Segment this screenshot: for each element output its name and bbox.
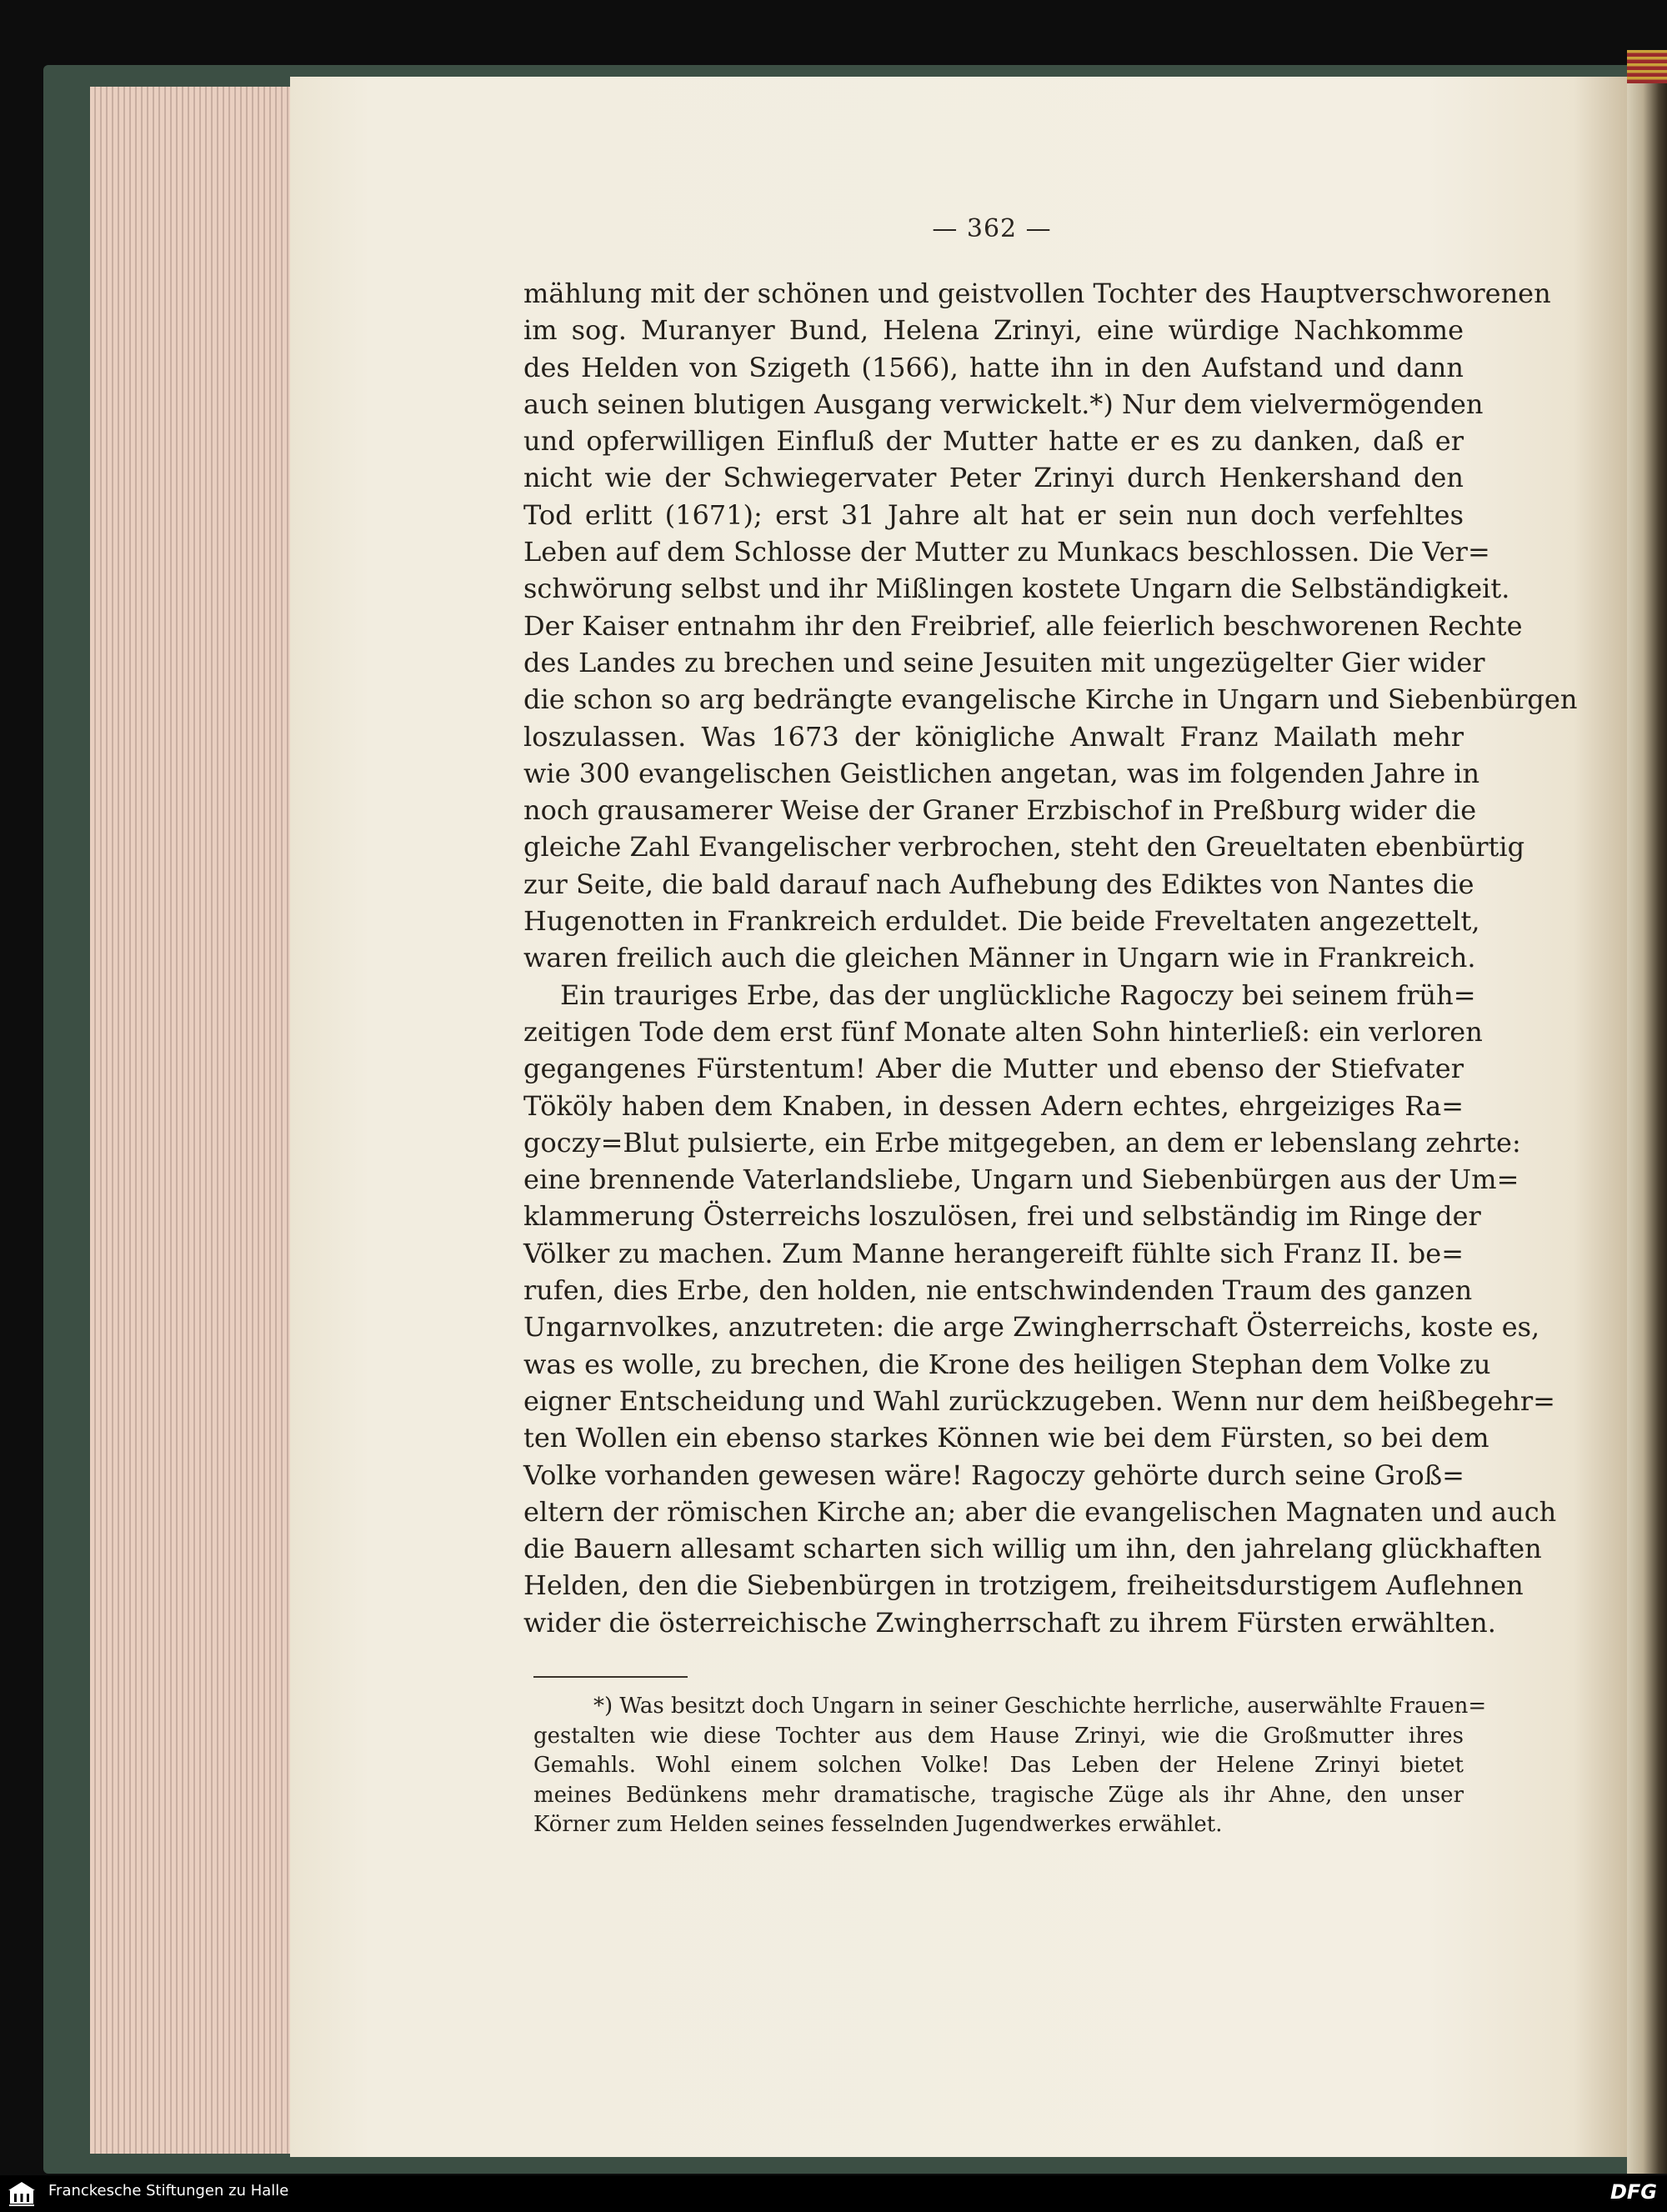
text-line: Tod erlitt (1671); erst 31 Jahre alt hat er sein nun doch verfehltes	[523, 498, 1464, 531]
text-line: eltern der römischen Kirche an; aber die evangelischen Magnaten und auch	[523, 1495, 1557, 1528]
text-line: des Landes zu brechen und seine Jesuiten mit ungezügelter Gier wider	[523, 646, 1485, 678]
text-line: Ungarnvolkes, anzutreten: die arge Zwingherrschaft Österreichs, koste es,	[523, 1311, 1540, 1344]
book-headband	[1627, 50, 1667, 83]
text-line: auch seinen blutigen Ausgang verwickelt.*) Nur dem vielvermögenden	[523, 388, 1484, 420]
text-line: und opferwilligen Einfluß der Mutter hatte er es zu danken, daß er	[523, 425, 1464, 458]
text-line: die Bauern allesamt scharten sich willig um ihn, den jahrelang glückhaften	[523, 1533, 1542, 1565]
foundation-building-icon	[7, 2179, 37, 2209]
text-line: wider die österreichische Zwingherrschaft zu ihrem Fürsten erwählten.	[523, 1606, 1496, 1639]
text-line: Völker zu machen. Zum Manne herangereift fühlte sich Franz II. be=	[523, 1237, 1464, 1269]
text-line: nicht wie der Schwiegervater Peter Zrinyi durch Henkershand den	[523, 462, 1464, 494]
text-line: gegangenes Fürstentum! Aber die Mutter und ebenso der Stiefvater	[523, 1053, 1464, 1085]
text-line: Hugenotten in Frankreich erduldet. Die beide Freveltaten angezettelt,	[523, 905, 1480, 938]
text-line: die schon so arg bedrängte evangelische Kirche in Ungarn und Siebenbürgen	[523, 683, 1578, 716]
page-edge-stack	[90, 87, 291, 2154]
text-line: Leben auf dem Schlosse der Mutter zu Munkacs beschlossen. Die Ver=	[523, 536, 1490, 568]
text-line: loszulassen. Was 1673 der königliche Anwalt Franz Mailath mehr	[523, 720, 1464, 753]
footnote-line: *) Was besitzt doch Ungarn in seiner Geschichte herrliche, auserwählte Frauen=	[593, 1694, 1487, 1719]
text-line: eine brennende Vaterlandsliebe, Ungarn und Siebenbürgen aus der Um=	[523, 1164, 1519, 1196]
text-line: Ein trauriges Erbe, das der unglückliche Ragoczy bei seinem früh=	[560, 978, 1476, 1011]
text-line: Der Kaiser entnahm ihr den Freibrief, alle feierlich beschworenen Rechte	[523, 609, 1523, 642]
text-line: schwörung selbst und ihr Mißlingen kostete Ungarn die Selbständigkeit.	[523, 573, 1510, 605]
library-name: Franckesche Stiftungen zu Halle	[48, 2182, 289, 2199]
text-line: Volke vorhanden gewesen wäre! Ragoczy gehörte durch seine Groß=	[523, 1459, 1464, 1491]
book-gutter	[1627, 65, 1667, 2174]
text-line: zur Seite, die bald darauf nach Aufhebung des Ediktes von Nantes die	[523, 868, 1474, 900]
page-number: — 362 —	[932, 214, 1052, 243]
text-line: wie 300 evangelischen Geistlichen angetan, was im folgenden Jahre in	[523, 757, 1480, 789]
text-line: ten Wollen ein ebenso starkes Können wie bei dem Fürsten, so bei dem	[523, 1422, 1489, 1454]
text-line: eigner Entscheidung und Wahl zurückzugeben. Wenn nur dem heißbegehr=	[523, 1384, 1555, 1417]
text-line: mählung mit der schönen und geistvollen Tochter des Hauptverschworenen	[523, 278, 1551, 309]
footnote	[533, 1692, 1487, 1840]
text-line: klammerung Österreichs loszulösen, frei und selbständig im Ringe der	[523, 1200, 1481, 1233]
footnote-line: Gemahls. Wohl einem solchen Volke! Das Leben der Helene Zrinyi bietet	[533, 1753, 1464, 1778]
text-line: waren freilich auch die gleichen Männer in Ungarn wie in Frankreich.	[523, 942, 1476, 974]
footnote-line: gestalten wie diese Tochter aus dem Hause Zrinyi, wie die Großmutter ihres	[533, 1723, 1464, 1749]
text-line: noch grausamerer Weise der Graner Erzbischof in Preßburg wider die	[523, 794, 1477, 827]
footnote-divider	[533, 1676, 688, 1678]
footnote-line: Körner zum Helden seines fesselnden Jugendwerkes erwählet.	[533, 1812, 1223, 1837]
text-line: rufen, dies Erbe, den holden, nie entschwindenden Traum des ganzen	[523, 1274, 1473, 1307]
text-line: was es wolle, zu brechen, die Krone des heiligen Stephan dem Volke zu	[523, 1348, 1491, 1380]
dfg-logo: DFG	[1609, 2180, 1657, 2204]
text-line: zeitigen Tode dem erst fünf Monate alten Sohn hinterließ: ein verloren	[523, 1015, 1483, 1048]
text-line: Tököly haben dem Knaben, in dessen Adern echtes, ehrgeiziges Ra=	[523, 1089, 1464, 1122]
text-line: goczy=Blut pulsierte, ein Erbe mitgegeben, an dem er lebenslang zehrte:	[523, 1126, 1521, 1159]
text-line: Helden, den die Siebenbürgen in trotzigem, freiheitsdurstigem Auflehnen	[523, 1569, 1524, 1602]
text-line: im sog. Muranyer Bund, Helena Zrinyi, eine würdige Nachkomme	[523, 314, 1464, 347]
text-line: gleiche Zahl Evangelischer verbrochen, steht den Greueltaten ebenbürtig	[523, 831, 1525, 863]
footnote-line: meines Bedünkens mehr dramatische, tragische Züge als ihr Ahne, den unser	[533, 1782, 1464, 1808]
body-text	[523, 275, 1578, 1641]
text-line: des Helden von Szigeth (1566), hatte ihn in den Aufstand und dann	[523, 351, 1464, 383]
